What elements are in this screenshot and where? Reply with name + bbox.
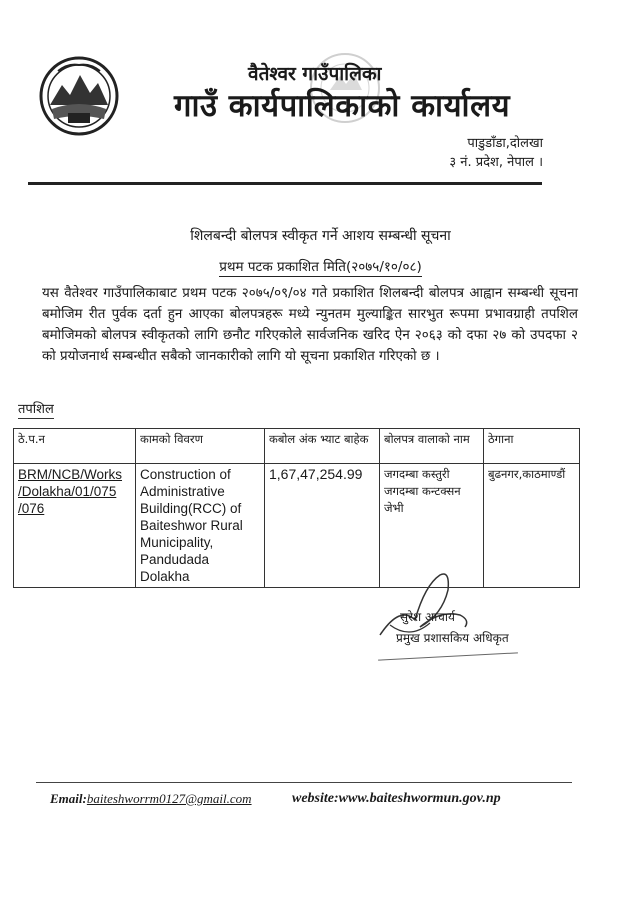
cell-address: बुढनगर,काठमाण्डौं — [484, 464, 580, 588]
cell-bidder: जगदम्बा कस्तुरी जगदम्बा कन्टक्सन जेभी — [380, 464, 484, 588]
signatory-name: सुरेश आचार्य — [400, 610, 455, 624]
footer-email — [50, 791, 252, 807]
header-contract-no: ठे.प.न — [14, 429, 136, 464]
cell-amount: 1,67,47,254.99 — [265, 464, 380, 588]
address-line-1: पाडुडाँडा,दोलखा — [467, 136, 543, 151]
header-bidder: बोलपत्र वालाको नाम — [380, 429, 484, 464]
email-link[interactable]: baiteshworrm0127@gmail.com — [86, 791, 252, 806]
office-name: वैतेश्वर गाउँपालिका — [248, 63, 382, 85]
office-title: गाउँ कार्यपालिकाको कार्यालय — [174, 88, 511, 124]
bid-details-table — [13, 428, 580, 588]
notice-title: शिलबन्दी बोलपत्र स्वीकृत गर्ने आशय सम्बन्धी सूचना — [190, 228, 451, 244]
address-line-2: ३ नं. प्रदेश, नेपाल । — [449, 155, 543, 170]
government-emblem-icon — [38, 55, 120, 137]
header-amount: कबोल अंक भ्याट बाहेक — [265, 429, 380, 464]
notice-body: यस वैतेश्वर गाउँपालिकाबाट प्रथम पटक २०७५/०९/०४ गते प्रकाशित शिलबन्दी बोलपत्र आह्वान सम्बन्धी सूचना बमोजिम रीत पुर्वक दर्ता हुन आएका बोलपत्रहरू मध्ये न्युनतम मुल्याङ्कित सारभुत रूपमा प्रभावग्राही तपशिल बमोजिमको बोलपत्र स्वीकृतको लागि छनौट गरिएकोले सार्वजनिक खरिद ऐन २०६३ को दफा २७ को उपदफा २ को प्रयोजनार्थ सम्बन्धीत सबैको जानकारीको लागि यो सूचना प्रकाशित गरिएको छ । — [42, 286, 578, 364]
email-label: Email: — [50, 791, 87, 806]
signatory-designation: प्रमुख प्रशासकिय अधिकृत — [396, 631, 509, 645]
header-address: ठेगाना — [484, 429, 580, 464]
cell-contract-no: BRM/NCB/Works /Dolakha/01/075 /076 — [14, 464, 136, 588]
website-link[interactable]: www.baiteshwormun.gov.np — [338, 791, 501, 806]
table-row — [14, 464, 580, 588]
footer-website — [292, 791, 501, 807]
website-label: website: — [292, 791, 339, 806]
publication-date-line — [0, 257, 641, 275]
footer-divider — [36, 782, 572, 783]
publication-date: प्रथम पटक प्रकाशित मिति(२०७५/१०/०८) — [219, 259, 422, 275]
cell-description: Construction of Administrative Building(RCC) of Baiteshwor Rural Municipality, Pandudada Dolakha — [136, 464, 265, 588]
header-divider — [28, 182, 542, 185]
table-header-row — [14, 429, 580, 464]
details-label: तपशिल — [18, 399, 54, 419]
header-description: कामको विवरण — [136, 429, 265, 464]
